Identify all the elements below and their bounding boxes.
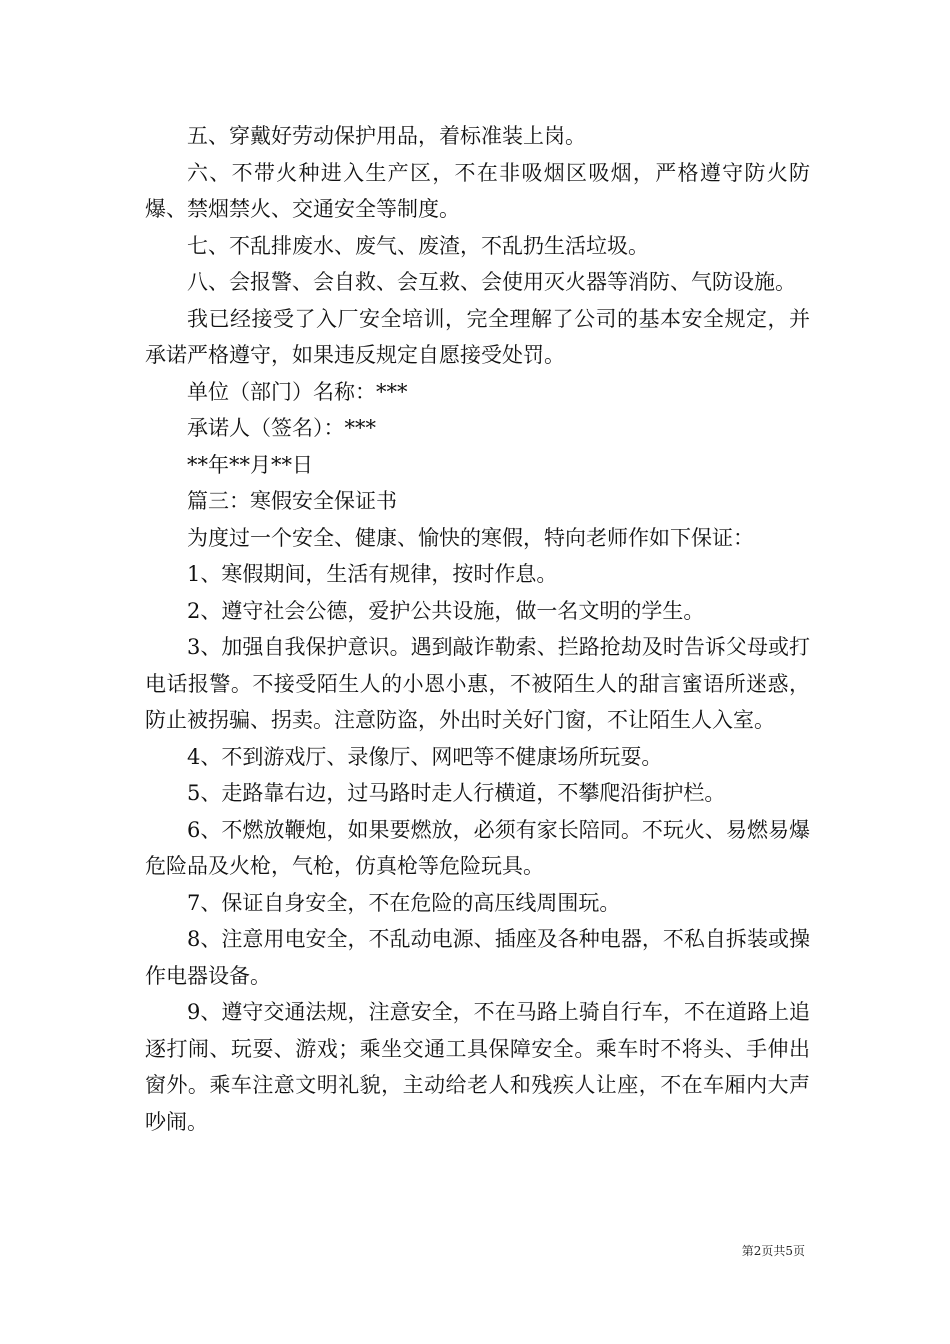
guarantee-item-8: 8、注意用电安全，不乱动电源、插座及各种电器，不私自拆装或操作电器设备。 (145, 927, 810, 988)
guarantee-item-1: 1、寒假期间，生活有规律，按时作息。 (187, 562, 558, 586)
signer-line: 承诺人（签名）：*** (187, 416, 376, 440)
guarantee-item-3: 3、加强自我保护意识。遇到敲诈勒索、拦路抢劫及时告诉父母或打电话报警。不接受陌生人的小恩小惠，不被陌生人的甜言蜜语所迷惑，防止被拐骗、拐卖。注意防盗，外出时关好门窗，不让陌生人入室。 (145, 635, 810, 732)
guarantee-item-2: 2、遵守社会公德，爱护公共设施，做一名文明的学生。 (187, 598, 705, 623)
paragraph-item-7: 七、不乱排废水、废气、废渣，不乱扔生活垃圾。 (187, 233, 649, 258)
date-line: **年**月**日 (187, 452, 313, 477)
pledge-statement: 我已经接受了入厂安全培训，完全理解了公司的基本安全规定，并承诺严格遵守，如果违反规定自愿接受处罚。 (145, 306, 810, 367)
section-title: 篇三：寒假安全保证书 (187, 489, 397, 513)
paragraph-item-8: 八、会报警、会自救、会互救、会使用灭火器等消防、气防设施。 (187, 270, 796, 294)
page-number-footer: 第2页共5页 (741, 1244, 805, 1258)
unit-name-line: 单位（部门）名称：*** (187, 379, 408, 404)
guarantee-item-4: 4、不到游戏厅、录像厅、网吧等不健康场所玩耍。 (187, 744, 663, 769)
guarantee-item-5: 5、走路靠右边，过马路时走人行横道，不攀爬沿街护栏。 (187, 781, 726, 805)
guarantee-item-7: 7、保证自身安全，不在危险的高压线周围玩。 (187, 890, 621, 915)
guarantee-item-6: 6、不燃放鞭炮，如果要燃放，必须有家长陪同。不玩火、易燃易爆危险品及火枪，气枪，仿真枪等危险玩具。 (145, 817, 810, 878)
guarantee-item-9: 9、遵守交通法规，注意安全，不在马路上骑自行车，不在道路上追逐打闹、玩耍、游戏；乘坐交通工具保障安全。乘车时不将头、手伸出窗外。乘车注意文明礼貌，主动给老人和残疾人让座，不在车厢内大声吵闹。 (145, 1000, 810, 1134)
intro-paragraph: 为度过一个安全、健康、愉快的寒假，特向老师作如下保证： (187, 525, 754, 550)
document-body (145, 118, 810, 1140)
paragraph-item-5: 五、穿戴好劳动保护用品，着标准装上岗。 (187, 124, 586, 148)
paragraph-item-6: 六、不带火种进入生产区，不在非吸烟区吸烟，严格遵守防火防爆、禁烟禁火、交通安全等制度。 (145, 160, 810, 221)
